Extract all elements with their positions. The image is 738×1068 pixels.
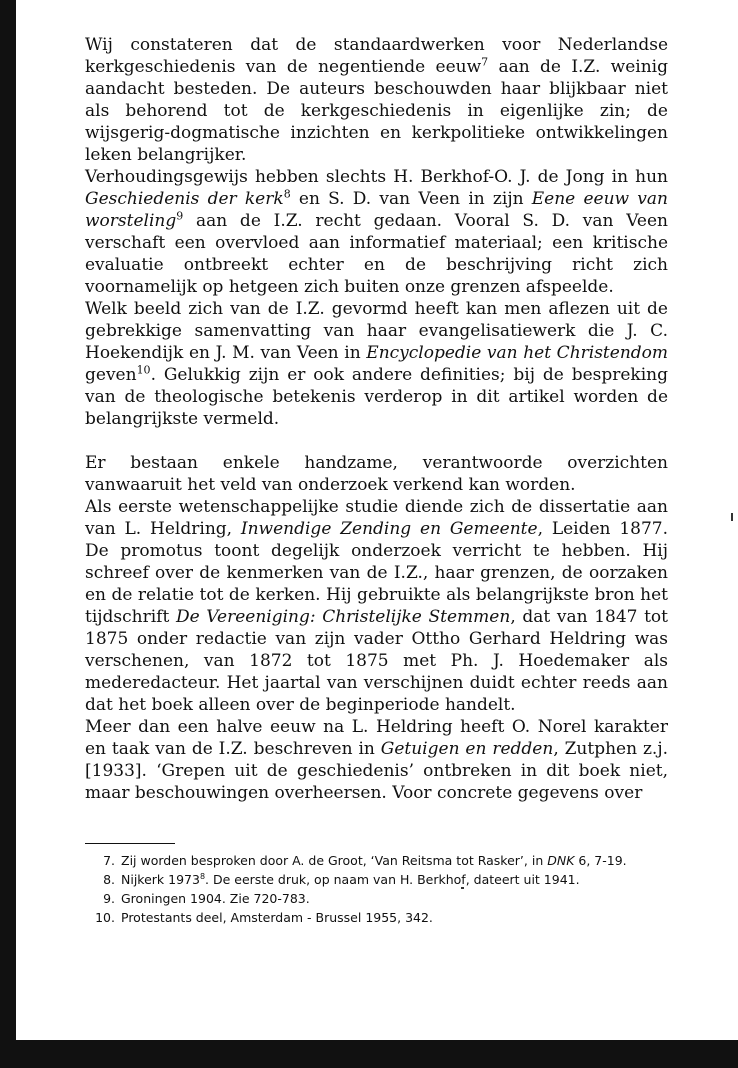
text-run: en S. D. van Veen in zijn	[290, 189, 532, 209]
text-run: geven	[85, 365, 137, 385]
italic-title: Eene eeuw van worsteling	[85, 189, 668, 231]
footnote	[85, 871, 668, 888]
footnote-text	[121, 852, 668, 869]
text-run: Als eerste wetenschappelijke studie diende zich de dissertatie aan van L. Heldring,	[85, 497, 668, 539]
text-run: Verhoudingsgewijs hebben slechts H. Berkhof-O. J. de Jong in hun	[85, 167, 668, 187]
paragraph	[85, 716, 668, 804]
scan-speck	[461, 887, 464, 889]
text-run: 6, 7-19.	[574, 853, 627, 868]
body-text	[85, 34, 668, 804]
text-run: Protestants deel, Amsterdam - Brussel 1955, 342.	[121, 910, 433, 925]
scan-border-bottom	[0, 1040, 738, 1068]
footnote-ref: 10	[136, 363, 151, 377]
footnote-number: 7.	[103, 853, 115, 868]
paragraph	[85, 166, 668, 298]
footnote	[85, 909, 668, 926]
italic-title: De Vereeniging: Christelijke Stemmen	[175, 607, 511, 627]
text-run: . Gelukkig zijn er ook andere definities; bij de bespreking van de theologische betekenis verderop in dit artikel worden de belangrijkste vermeld.	[85, 365, 668, 429]
footnote-ref: 8	[199, 871, 206, 881]
footnote-rule	[85, 843, 175, 844]
text-run: Er bestaan enkele handzame, verantwoorde overzichten vanwaaruit het veld van onderzoek verkend kan worden.	[85, 453, 668, 495]
paragraph	[85, 34, 668, 166]
footnote	[85, 890, 668, 907]
footnote-number: 9.	[103, 891, 115, 906]
text-run: Nijkerk 1973	[121, 872, 200, 887]
footnote	[85, 852, 668, 869]
text-run: Meer dan een halve eeuw na L. Heldring heeft O. Norel karakter en taak van de I.Z. beschreven in	[85, 717, 668, 759]
text-run: . De eerste druk, op naam van H. Berkhof, dateert uit 1941.	[205, 872, 580, 887]
margin-mark	[731, 513, 733, 521]
text-run: , dat van 1847 tot 1875 onder redactie van zijn vader Ottho Gerhard Heldring was verschenen, van 1872 tot 1875 met Ph. J. Hoedemaker als mederedacteur. Het jaartal van verschijnen duidt echter reeds aan dat het boek alleen over de beginperiode handelt.	[85, 607, 668, 715]
text-run: , Leiden 1877. De promotus toont degelijk onderzoek verricht te hebben. Hij schreef over de kenmerken van de I.Z., haar grenzen, de oorzaken en de relatie tot de kerken. Hij gebruikte als belangrijkste bron het tijdschrift	[85, 519, 668, 627]
italic-title: Encyclopedie van het Christendom	[366, 343, 669, 363]
footnote-ref: 8	[283, 187, 291, 201]
footnote-ref: 7	[481, 55, 489, 69]
italic-title: Getuigen en redden	[380, 739, 554, 759]
text-run: aan de I.Z. weinig aandacht besteden. De auteurs beschouwden haar blijkbaar niet als behorend tot de kerkgeschiedenis in eigenlijke zin; de wijsgerig-dogmatische inzichten en kerkpolitieke ontwikkelingen leken belangrijker.	[85, 57, 668, 165]
text-run: aan de I.Z. recht gedaan. Vooral S. D. van Veen verschaft een overvloed aan informatief materiaal; een kritische evaluatie ontbreekt echter en de beschrijving richt zich voornamelijk op hetgeen zich buiten onze grenzen afspeelde.	[85, 211, 668, 297]
footnote-text	[121, 890, 668, 907]
text-run: Groningen 1904. Zie 720-783.	[121, 891, 310, 906]
text-run: Wij constateren dat de standaardwerken voor Nederlandse kerkgeschiedenis van de negentiende eeuw	[85, 35, 668, 77]
italic-title: Inwendige Zending en Gemeente	[240, 519, 538, 539]
footnote-text	[121, 909, 668, 926]
paragraph-gap	[85, 430, 668, 452]
scan-border-left	[0, 0, 16, 1068]
paragraph	[85, 496, 668, 716]
footnotes	[85, 852, 668, 928]
paragraph	[85, 298, 668, 430]
text-run: Welk beeld zich van de I.Z. gevormd heeft kan men aflezen uit de gebrekkige samenvatting van haar evangelisatiewerk die J. C. Hoekendijk en J. M. van Veen in	[85, 299, 668, 363]
text-run: , Zutphen z.j. [1933]. ‘Grepen uit de geschiedenis’ ontbreken in dit boek niet, maar beschouwingen overheersen. Voor concrete gegevens over	[85, 739, 669, 803]
footnote-number: 10.	[95, 910, 115, 925]
italic-title: Geschiedenis der kerk	[85, 189, 284, 209]
italic-title: DNK	[547, 853, 575, 868]
paragraph	[85, 452, 668, 496]
footnote-text	[121, 871, 668, 888]
text-run: Zij worden besproken door A. de Groot, ‘Van Reitsma tot Rasker’, in	[121, 853, 548, 868]
footnote-number: 8.	[103, 872, 115, 887]
footnote-ref: 9	[176, 209, 184, 223]
